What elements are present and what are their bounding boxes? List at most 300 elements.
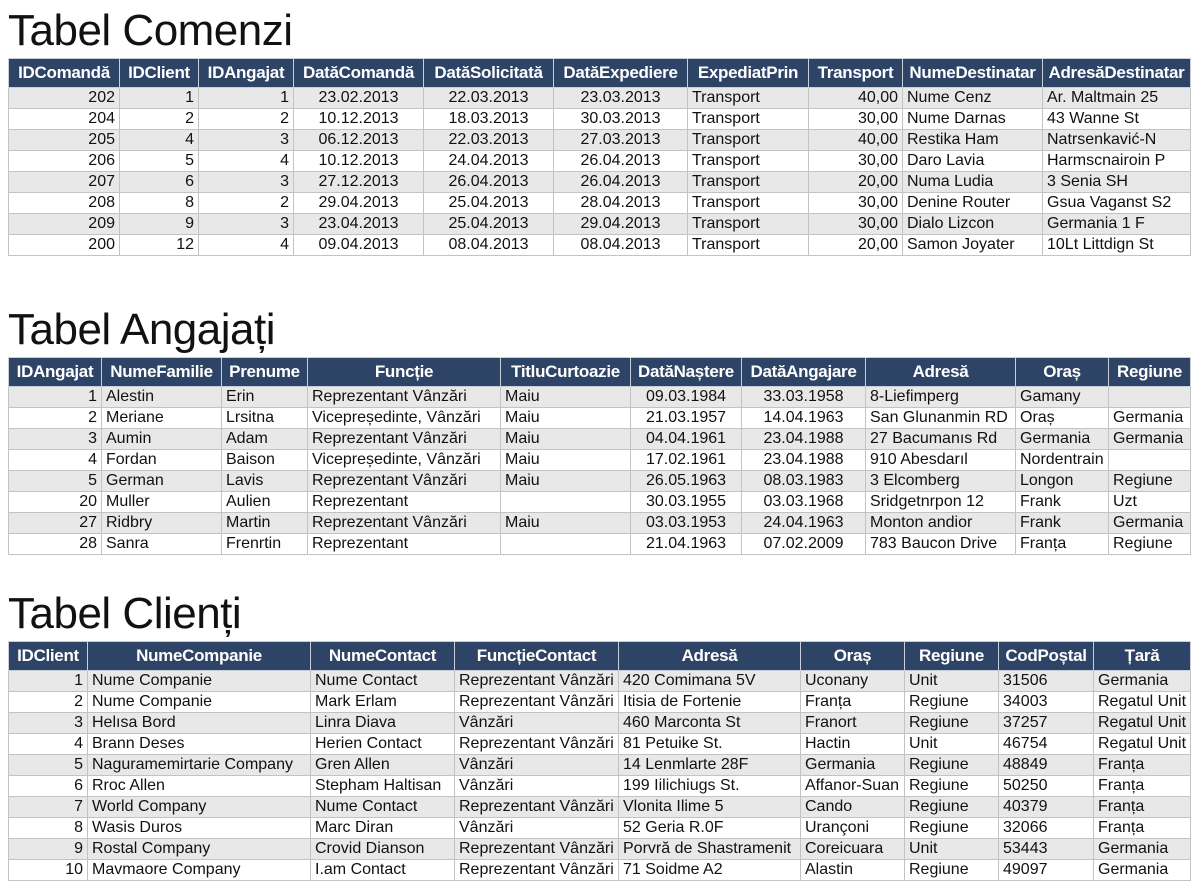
column-header: IDClient	[120, 59, 199, 88]
table-cell: 3	[9, 713, 88, 734]
table-cell: Dialo Lizcon	[903, 214, 1043, 235]
table-cell: 1	[9, 671, 88, 692]
table-cell: Urançoni	[801, 818, 905, 839]
table-cell: Transport	[688, 88, 809, 109]
table-cell: 420 Comimana 5V	[619, 671, 801, 692]
table-row	[9, 172, 1191, 193]
column-header: Funcție	[308, 358, 501, 387]
table-cell	[1109, 387, 1191, 408]
table-cell: Samon Joyater	[903, 235, 1043, 256]
table-cell: Franța	[1094, 776, 1191, 797]
column-header: FuncțieContact	[455, 642, 619, 671]
table-cell: Regatul Unit	[1094, 713, 1191, 734]
table-cell: Restika Ham	[903, 130, 1043, 151]
column-header: ExpediatPrin	[688, 59, 809, 88]
table-cell: 09.03.1984	[631, 387, 742, 408]
table-row	[9, 734, 1191, 755]
table-cell: 2	[199, 109, 294, 130]
table-row	[9, 429, 1191, 450]
table-cell: Brann Deses	[88, 734, 311, 755]
column-header: NumeContact	[311, 642, 455, 671]
table-cell: 20,00	[809, 235, 903, 256]
table-cell: 04.04.1961	[631, 429, 742, 450]
table-cell: 29.04.2013	[554, 214, 688, 235]
table-row	[9, 151, 1191, 172]
column-header: DatăComandă	[294, 59, 424, 88]
table-cell: 30.03.1955	[631, 492, 742, 513]
table-cell: 2	[9, 408, 102, 429]
column-header: Prenume	[222, 358, 308, 387]
table-cell: Franța	[801, 692, 905, 713]
table-cell: Transport	[688, 193, 809, 214]
table-cell: Itisia de Fortenie	[619, 692, 801, 713]
table-cell: Reprezentant Vânzări	[308, 471, 501, 492]
column-header: TitluCurtoazie	[501, 358, 631, 387]
table-cell: 4	[120, 130, 199, 151]
table-cell: Germania 1 F	[1043, 214, 1191, 235]
table-cell: 22.03.2013	[424, 88, 554, 109]
column-header: DatăExpediere	[554, 59, 688, 88]
table-cell: Oraș	[1016, 408, 1109, 429]
table-cell: Nume Companie	[88, 692, 311, 713]
table-cell: Regiune	[905, 755, 999, 776]
column-header: DatăAngajare	[742, 358, 866, 387]
table-cell: 23.04.1988	[742, 450, 866, 471]
table-cell: 30.03.2013	[554, 109, 688, 130]
table-cell: Vlonita Ilime 5	[619, 797, 801, 818]
table-cell: Maiu	[501, 471, 631, 492]
column-header: IDComandă	[9, 59, 120, 88]
table-cell: Herien Contact	[311, 734, 455, 755]
table-cell: 08.03.1983	[742, 471, 866, 492]
table-cell: Crovid Dianson	[311, 839, 455, 860]
table-cell: 1	[9, 387, 102, 408]
table-row	[9, 387, 1191, 408]
table-cell: Regiune	[905, 713, 999, 734]
table-cell: Germania	[1016, 429, 1109, 450]
table-cell: 3 Senia SH	[1043, 172, 1191, 193]
table-cell: 23.02.2013	[294, 88, 424, 109]
table-row	[9, 88, 1191, 109]
table-cell: Reprezentant Vânzări	[308, 513, 501, 534]
table-cell: 20,00	[809, 172, 903, 193]
table-cell: 37257	[999, 713, 1094, 734]
table-cell: 81 Petuike St.	[619, 734, 801, 755]
table-cell: Maiu	[501, 450, 631, 471]
table-cell: Unit	[905, 671, 999, 692]
table-cell: 1	[199, 88, 294, 109]
employees-section	[0, 303, 1191, 555]
table-cell: 26.04.2013	[424, 172, 554, 193]
column-header: IDAngajat	[9, 358, 102, 387]
table-cell	[1109, 450, 1191, 471]
table-row	[9, 818, 1191, 839]
table-cell: Longon	[1016, 471, 1109, 492]
table-cell: 08.04.2013	[554, 235, 688, 256]
table-cell: Reprezentant Vânzări	[455, 734, 619, 755]
column-header: CodPoștal	[999, 642, 1094, 671]
table-row	[9, 513, 1191, 534]
table-cell: 25.04.2013	[424, 193, 554, 214]
table-row	[9, 839, 1191, 860]
table-cell: Adam	[222, 429, 308, 450]
column-header: Regiune	[1109, 358, 1191, 387]
table-cell: 9	[120, 214, 199, 235]
column-header: AdresăDestinatar	[1043, 59, 1191, 88]
table-cell: Cando	[801, 797, 905, 818]
column-header: IDAngajat	[199, 59, 294, 88]
table-cell: 10.12.2013	[294, 109, 424, 130]
table-cell: 200	[9, 235, 120, 256]
column-header: Țară	[1094, 642, 1191, 671]
table-cell: 27.12.2013	[294, 172, 424, 193]
table-cell: 03.03.1953	[631, 513, 742, 534]
table-cell: Meriane	[102, 408, 222, 429]
column-header: Adresă	[619, 642, 801, 671]
table-cell: 2	[199, 193, 294, 214]
table-row	[9, 235, 1191, 256]
table-cell: Vicepreședinte, Vânzări	[308, 450, 501, 471]
table-cell: 24.04.1963	[742, 513, 866, 534]
table-cell: 26.04.2013	[554, 151, 688, 172]
table-cell	[501, 534, 631, 555]
table-cell: Vicepreședinte, Vânzări	[308, 408, 501, 429]
table-cell: 23.04.2013	[294, 214, 424, 235]
table-cell: 10.12.2013	[294, 151, 424, 172]
table-cell: Regiune	[905, 860, 999, 881]
table-cell: Reprezentant Vânzări	[455, 671, 619, 692]
table-cell: Germania	[801, 755, 905, 776]
table-cell: Ar. Maltmain 25	[1043, 88, 1191, 109]
table-cell: Reprezentant Vânzări	[455, 839, 619, 860]
table-cell: 3	[9, 429, 102, 450]
column-header: Oraș	[801, 642, 905, 671]
table-cell: Vânzări	[455, 755, 619, 776]
table-cell: Porvră de Shastramenit	[619, 839, 801, 860]
table-cell: Reprezentant	[308, 534, 501, 555]
table-cell: Franța	[1094, 818, 1191, 839]
table-cell: 20	[9, 492, 102, 513]
table-cell: 06.12.2013	[294, 130, 424, 151]
table-row	[9, 193, 1191, 214]
table-cell: Linra Diava	[311, 713, 455, 734]
column-header: Transport	[809, 59, 903, 88]
table-cell: 27	[9, 513, 102, 534]
table-cell: Sanra	[102, 534, 222, 555]
table-cell: 30,00	[809, 193, 903, 214]
table-cell: 207	[9, 172, 120, 193]
table-cell: Gren Allen	[311, 755, 455, 776]
table-cell: 03.03.1968	[742, 492, 866, 513]
table-cell: 204	[9, 109, 120, 130]
table-cell: Stepham Haltisan	[311, 776, 455, 797]
table-cell: Vânzări	[455, 818, 619, 839]
table-cell: 206	[9, 151, 120, 172]
table-row	[9, 713, 1191, 734]
table-cell: 46754	[999, 734, 1094, 755]
table-cell: Maiu	[501, 429, 631, 450]
table-cell: 09.04.2013	[294, 235, 424, 256]
table-cell: Reprezentant Vânzări	[308, 429, 501, 450]
table-cell	[501, 492, 631, 513]
table-cell: Frank	[1016, 492, 1109, 513]
table-cell: Regiune	[905, 776, 999, 797]
table-cell: Sridgetnrpon 12	[866, 492, 1016, 513]
table-cell: 6	[9, 776, 88, 797]
column-header: Oraș	[1016, 358, 1109, 387]
table-cell: Gamany	[1016, 387, 1109, 408]
table-cell: Frenrtin	[222, 534, 308, 555]
table-cell: Regiune	[905, 797, 999, 818]
table-cell: Nume Contact	[311, 671, 455, 692]
table-cell: 3	[199, 214, 294, 235]
table-cell: Transport	[688, 172, 809, 193]
column-header: NumeDestinatar	[903, 59, 1043, 88]
table-cell: Alestin	[102, 387, 222, 408]
table-cell: Germania	[1094, 860, 1191, 881]
table-cell: 8	[9, 818, 88, 839]
table-cell: Erin	[222, 387, 308, 408]
table-cell: Regiune	[1109, 534, 1191, 555]
table-cell: Monton andior	[866, 513, 1016, 534]
table-cell: 53443	[999, 839, 1094, 860]
table-cell: 27 Bacumanıs Rd	[866, 429, 1016, 450]
table-cell: Wasis Duros	[88, 818, 311, 839]
table-cell: 18.03.2013	[424, 109, 554, 130]
section-title: Tabel Comenzi	[8, 6, 293, 55]
table-cell: Baison	[222, 450, 308, 471]
table-cell: Maiu	[501, 408, 631, 429]
table-cell: Nume Contact	[311, 797, 455, 818]
table-cell: Germania	[1109, 408, 1191, 429]
column-header: Regiune	[905, 642, 999, 671]
table-cell: Maiu	[501, 513, 631, 534]
table-row	[9, 450, 1191, 471]
table-cell: Aumin	[102, 429, 222, 450]
table-cell: Germania	[1094, 671, 1191, 692]
table-cell: Germania	[1094, 839, 1191, 860]
table-cell: Franța	[1016, 534, 1109, 555]
column-header: IDClient	[9, 642, 88, 671]
table-cell: 14 Lenmlarte 28F	[619, 755, 801, 776]
table-cell: Uconany	[801, 671, 905, 692]
table-cell: 783 Baucon Drive	[866, 534, 1016, 555]
table-cell: Unit	[905, 839, 999, 860]
table-cell: Vânzări	[455, 776, 619, 797]
table-cell: Regiune	[905, 818, 999, 839]
table-cell: 25.04.2013	[424, 214, 554, 235]
section-title: Tabel Clienți	[8, 589, 242, 638]
table-cell: Harmscnairoin P	[1043, 151, 1191, 172]
table-cell: Nume Darnas	[903, 109, 1043, 130]
table-cell: 08.04.2013	[424, 235, 554, 256]
table-cell: 22.03.2013	[424, 130, 554, 151]
table-cell: Natrsenkavić-N	[1043, 130, 1191, 151]
table-cell: 28	[9, 534, 102, 555]
header-row	[9, 642, 1191, 671]
table-row	[9, 214, 1191, 235]
table-cell: 205	[9, 130, 120, 151]
table-row	[9, 534, 1191, 555]
table-row	[9, 130, 1191, 151]
table-cell: Numa Ludia	[903, 172, 1043, 193]
table-cell: Transport	[688, 109, 809, 130]
table-cell: 2	[9, 692, 88, 713]
table-cell: Uzt	[1109, 492, 1191, 513]
table-cell: 21.04.1963	[631, 534, 742, 555]
table-cell: Helısa Bord	[88, 713, 311, 734]
table-cell: 49097	[999, 860, 1094, 881]
table-cell: 1	[120, 88, 199, 109]
table-cell: 48849	[999, 755, 1094, 776]
clients-table	[8, 641, 1191, 881]
table-cell: 23.04.1988	[742, 429, 866, 450]
table-cell: Martin	[222, 513, 308, 534]
employees-table	[8, 357, 1191, 555]
table-cell: 460 Marconta St	[619, 713, 801, 734]
table-cell: 10Lt Littdign St	[1043, 235, 1191, 256]
table-cell: 199 Iilichiugs St.	[619, 776, 801, 797]
table-cell: 7	[9, 797, 88, 818]
table-cell: World Company	[88, 797, 311, 818]
table-cell: Marc Diran	[311, 818, 455, 839]
table-cell: Lrsitna	[222, 408, 308, 429]
table-cell: 202	[9, 88, 120, 109]
table-cell: 17.02.1961	[631, 450, 742, 471]
table-cell: 27.03.2013	[554, 130, 688, 151]
table-cell: Germania	[1109, 429, 1191, 450]
table-cell: 8-Liefimperg	[866, 387, 1016, 408]
table-cell: Muller	[102, 492, 222, 513]
table-cell: 4	[199, 235, 294, 256]
table-cell: 5	[9, 755, 88, 776]
table-cell: 5	[120, 151, 199, 172]
table-row	[9, 755, 1191, 776]
section-title: Tabel Angajați	[8, 305, 275, 354]
table-cell: 40,00	[809, 130, 903, 151]
table-cell: Franța	[1094, 797, 1191, 818]
table-cell: Regiune	[905, 692, 999, 713]
table-cell: 3	[199, 130, 294, 151]
table-cell: Franort	[801, 713, 905, 734]
table-row	[9, 797, 1191, 818]
table-cell: Regiune	[1109, 471, 1191, 492]
table-cell: 30,00	[809, 214, 903, 235]
table-cell: 23.03.2013	[554, 88, 688, 109]
table-cell: Maiu	[501, 387, 631, 408]
column-header: DatăSolicitată	[424, 59, 554, 88]
table-cell: 12	[120, 235, 199, 256]
table-cell: Frank	[1016, 513, 1109, 534]
table-cell: Reprezentant Vânzări	[308, 387, 501, 408]
table-cell: Aulien	[222, 492, 308, 513]
table-cell: 3 Elcomberg	[866, 471, 1016, 492]
table-cell: 50250	[999, 776, 1094, 797]
table-cell: German	[102, 471, 222, 492]
table-cell: 208	[9, 193, 120, 214]
table-cell: 21.03.1957	[631, 408, 742, 429]
table-cell: 4	[9, 450, 102, 471]
table-cell: 2	[120, 109, 199, 130]
table-cell: 4	[199, 151, 294, 172]
table-cell: 29.04.2013	[294, 193, 424, 214]
table-cell: Reprezentant Vânzări	[455, 860, 619, 881]
table-cell: 9	[9, 839, 88, 860]
table-cell: 52 Geria R.0F	[619, 818, 801, 839]
table-cell: Transport	[688, 235, 809, 256]
table-cell: Naguramemirtarie Company	[88, 755, 311, 776]
table-cell: 4	[9, 734, 88, 755]
table-cell: 910 Abesdarıl	[866, 450, 1016, 471]
table-cell: 71 Soidme A2	[619, 860, 801, 881]
table-cell: 10	[9, 860, 88, 881]
table-row	[9, 408, 1191, 429]
table-cell: 209	[9, 214, 120, 235]
table-cell: San Glunanmin RD	[866, 408, 1016, 429]
table-cell: 32066	[999, 818, 1094, 839]
table-cell: Gsua Vaganst S2	[1043, 193, 1191, 214]
table-cell: 6	[120, 172, 199, 193]
table-cell: Reprezentant Vânzări	[455, 692, 619, 713]
table-row	[9, 860, 1191, 881]
table-cell: 14.04.1963	[742, 408, 866, 429]
table-cell: Rostal Company	[88, 839, 311, 860]
table-cell: 28.04.2013	[554, 193, 688, 214]
table-cell: Mavmaore Company	[88, 860, 311, 881]
table-cell: 34003	[999, 692, 1094, 713]
table-cell: 33.03.1958	[742, 387, 866, 408]
orders-table	[8, 58, 1191, 256]
table-cell: Regatul Unit	[1094, 734, 1191, 755]
orders-section	[0, 4, 1191, 256]
column-header: Adresă	[866, 358, 1016, 387]
table-cell: Reprezentant Vânzări	[455, 797, 619, 818]
table-cell: Reprezentant	[308, 492, 501, 513]
table-row	[9, 492, 1191, 513]
table-cell: Transport	[688, 151, 809, 172]
table-cell: Germania	[1109, 513, 1191, 534]
table-cell: 40,00	[809, 88, 903, 109]
table-cell: 3	[199, 172, 294, 193]
table-row	[9, 471, 1191, 492]
column-header: DatăNaștere	[631, 358, 742, 387]
table-cell: 5	[9, 471, 102, 492]
table-cell: Transport	[688, 214, 809, 235]
table-cell: Denine Router	[903, 193, 1043, 214]
table-cell: Regatul Unit	[1094, 692, 1191, 713]
table-cell: Affanor-Suan	[801, 776, 905, 797]
table-cell: 30,00	[809, 151, 903, 172]
table-cell: 24.04.2013	[424, 151, 554, 172]
table-cell: 40379	[999, 797, 1094, 818]
table-cell: Franța	[1094, 755, 1191, 776]
column-header: NumeFamilie	[102, 358, 222, 387]
table-cell: Daro Lavia	[903, 151, 1043, 172]
table-row	[9, 109, 1191, 130]
table-row	[9, 671, 1191, 692]
table-cell: Ridbry	[102, 513, 222, 534]
table-cell: Unit	[905, 734, 999, 755]
table-cell: Nume Cenz	[903, 88, 1043, 109]
table-cell: 30,00	[809, 109, 903, 130]
table-cell: Lavis	[222, 471, 308, 492]
table-cell: Nume Companie	[88, 671, 311, 692]
table-cell: 07.02.2009	[742, 534, 866, 555]
table-cell: Vânzări	[455, 713, 619, 734]
table-cell: 26.05.1963	[631, 471, 742, 492]
header-row	[9, 358, 1191, 387]
table-cell: Alastin	[801, 860, 905, 881]
